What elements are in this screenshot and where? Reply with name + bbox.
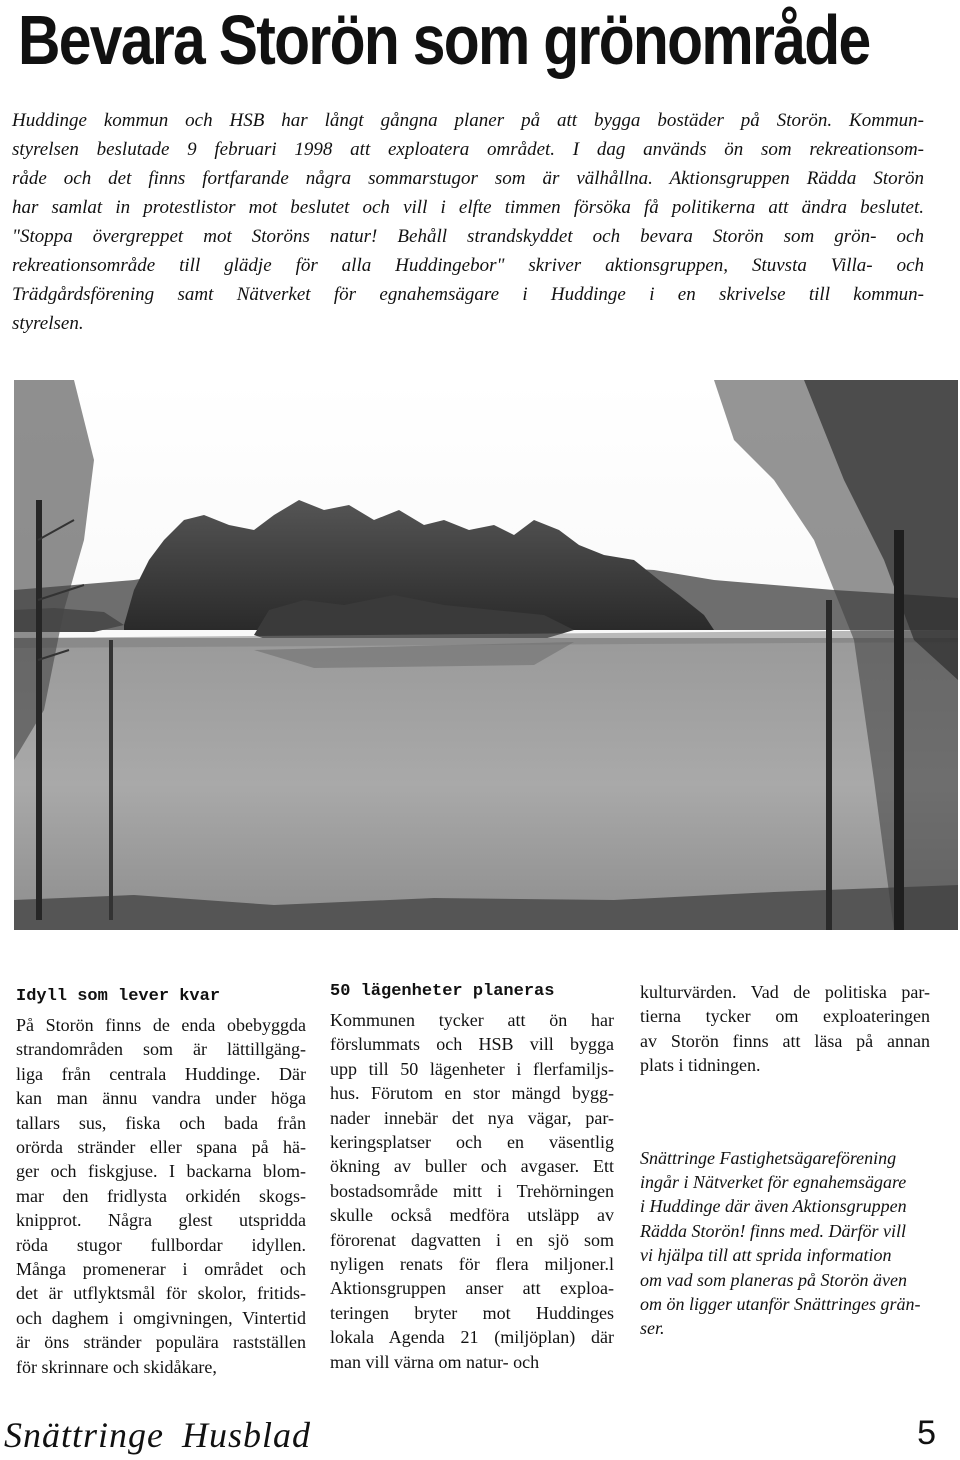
intro-line: styrelsen.	[12, 313, 84, 334]
body-line: mar den fridlysta orkidén skogs-	[16, 1185, 306, 1206]
note-line: om vad som planeras på Storön även	[640, 1269, 907, 1290]
body-line: På Storön finns de enda obebyggda	[16, 1015, 306, 1035]
body-line: nader innebär det nya vägar, par-	[330, 1107, 614, 1128]
body-line: för skrinnare och skidåkare,	[16, 1356, 217, 1377]
body-line: skulle också medföra utsläpp av	[330, 1205, 614, 1226]
body-line: tierna tycker om exploateringen	[640, 1006, 930, 1027]
lake-island-photo	[14, 380, 958, 930]
page-number: 5	[917, 1414, 936, 1452]
body-line: Aktionsgruppen anser att exploa-	[330, 1278, 614, 1299]
intro-line: rekreationsområde till glädje för alla Huddingebor" skriver aktionsgruppen, Stuvsta Villa- och	[12, 255, 924, 276]
body-line: är öns stränder populära rastställen	[16, 1332, 306, 1353]
body-line: keringsplatser och en väsentlig	[330, 1132, 614, 1153]
note-line: ingår i Nätverket för egnahemsägare	[640, 1172, 907, 1193]
body-line: röda stugor fullbordar idyllen.	[16, 1234, 306, 1255]
body-line: ökning av buller och avgaser. Ett	[330, 1156, 614, 1177]
body-line: strandområden som är lättillgäng-	[16, 1039, 306, 1060]
body-line: teringen bryter mot Huddinges	[330, 1302, 614, 1323]
intro-line: har samlat in protestlistor mot beslutet och vill i elfte timmen försöka få politikerna att ändra beslutet.	[12, 197, 924, 218]
intro-line: "Stoppa övergreppet mot Storöns natur! Behåll strandskyddet och bevara Storön som grön- och	[12, 226, 924, 247]
body-line: det är utflyktsmål för skolor, fritids-	[16, 1283, 306, 1304]
body-line: plats i tidningen.	[640, 1055, 761, 1076]
intro-line: Trädgårdsförening samt Nätverket för egnahemsägare i Huddinge i en skrivelse till kommun-	[12, 284, 924, 305]
body-line: man vill värna om natur- och	[330, 1351, 540, 1372]
body-line: upp till 50 lägenheter i flerfamiljs-	[330, 1058, 614, 1079]
article-headline: Bevara Storön som grönområde	[18, 1, 870, 79]
column-continuation	[640, 980, 930, 1341]
body-line: förorenat dagvatten i en sjö som	[330, 1229, 614, 1250]
body-line: Kommunen tycker att ön har	[330, 1010, 614, 1030]
article-intro	[12, 106, 924, 338]
column-idyll	[16, 985, 306, 1379]
body-line: hus. Förutom en stor mängd bygg-	[330, 1083, 614, 1104]
intro-line: styrelsen beslutade 9 februari 1998 att exploatera området. I dag används ön som rekreationsom-	[12, 139, 924, 160]
note-line: ser.	[640, 1318, 665, 1339]
body-line: knipprot. Några glest utspridda	[16, 1210, 306, 1231]
body-line: förslummats och HSB vill bygga	[330, 1034, 614, 1055]
body-line: ger och fiskgjuse. I backarna blom-	[16, 1161, 306, 1182]
body-line: och daghem i omgivningen, Vintertid	[16, 1307, 306, 1328]
note-line: Rädda Storön! finns med. Därför vill	[640, 1220, 906, 1241]
body-line: Många promenerar i området och	[16, 1259, 306, 1280]
body-line: kulturvärden. Vad de politiska par-	[640, 982, 930, 1002]
section-heading: Idyll som lever kvar	[16, 987, 221, 1006]
body-line: nyligen renats för flera miljoner.l	[330, 1254, 614, 1275]
note-line: i Huddinge där även Aktionsgruppen	[640, 1196, 907, 1217]
body-line: liga från centrala Huddinge. Där	[16, 1063, 306, 1084]
association-note	[640, 1146, 930, 1341]
note-line: om ön ligger utanför Snättringes grän-	[640, 1294, 921, 1315]
body-line: kan man ännu vandra under höga	[16, 1088, 306, 1109]
body-line: orörda stränder eller spana på hä-	[16, 1137, 306, 1158]
body-line: lokala Agenda 21 (miljöplan) där	[330, 1327, 614, 1348]
intro-line: Huddinge kommun och HSB har långt gångna planer på att bygga bostäder på Storön. Kommun-	[12, 110, 924, 131]
publication-name: Snättringe Husblad	[4, 1415, 312, 1455]
intro-line: råde och det finns fortfarande några sommarstugor som är välhållna. Aktionsgruppen Rädda Storön	[12, 168, 924, 189]
note-line: vi hjälpa till att sprida information	[640, 1245, 892, 1266]
body-line: bostadsområde mitt i Trehörningen	[330, 1180, 614, 1201]
section-heading: 50 lägenheter planeras	[330, 982, 555, 1001]
column-apartments	[330, 980, 614, 1374]
body-line: tallars sus, fiska och bada från	[16, 1112, 306, 1133]
body-line: av Storön finns att läsa på annan	[640, 1030, 930, 1051]
note-line: Snättringe Fastighetsägareförening	[640, 1147, 897, 1168]
